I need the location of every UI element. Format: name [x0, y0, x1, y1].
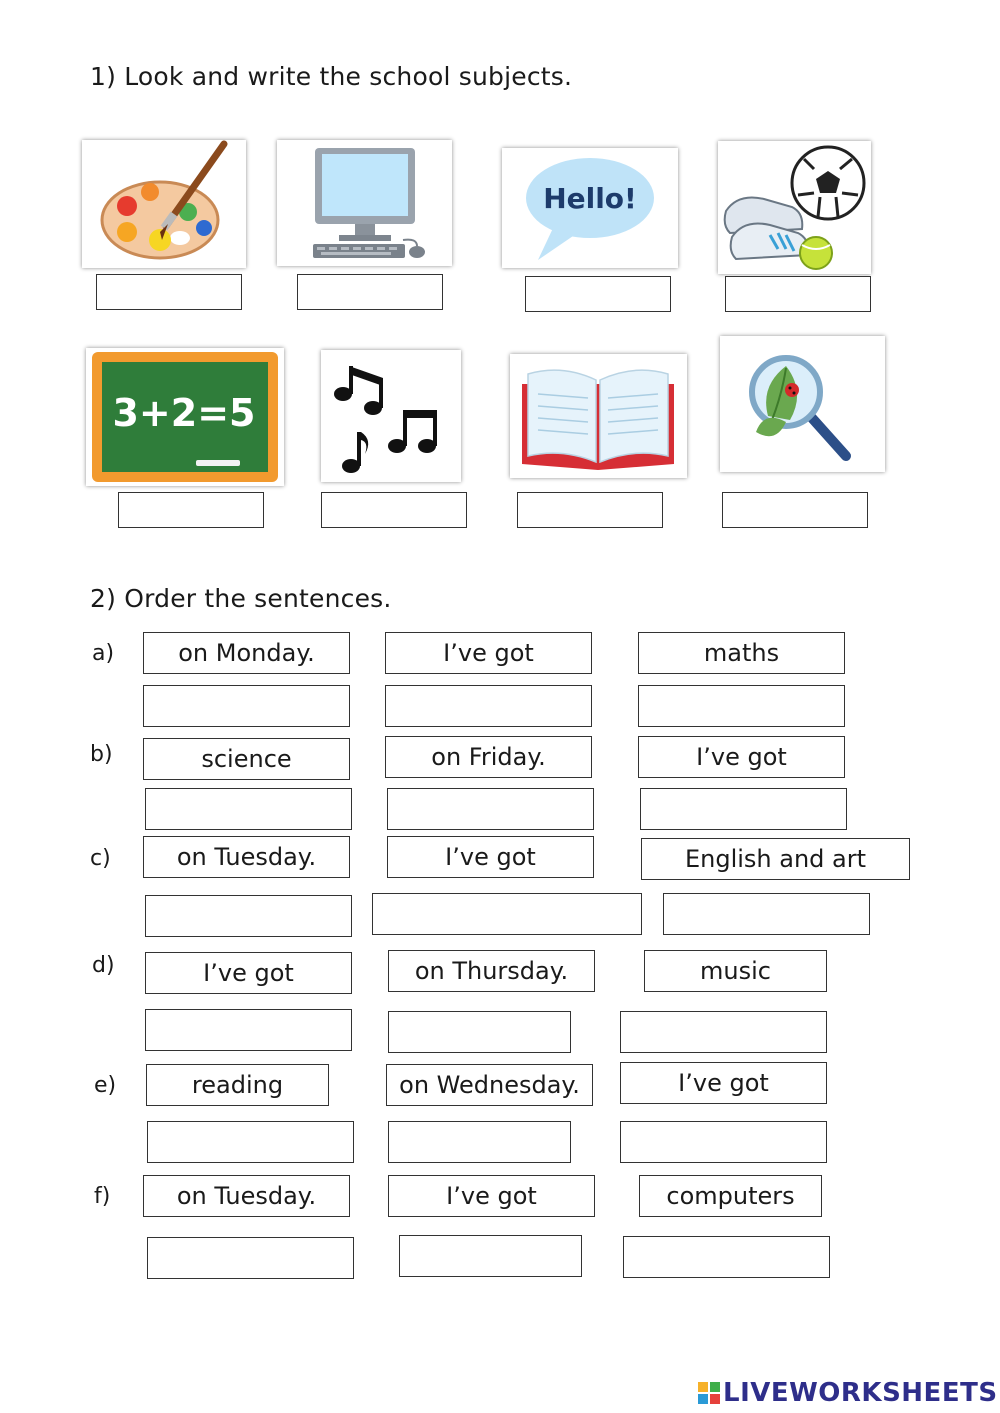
brand-name: LIVEWORKSHEETS [723, 1378, 998, 1408]
sentence-d-letter: d) [92, 953, 115, 978]
picture-english [502, 148, 678, 268]
answer-box-1[interactable] [96, 274, 242, 310]
word-card[interactable]: I’ve got [145, 952, 352, 994]
drop-slot[interactable] [145, 895, 352, 937]
picture-music [321, 350, 461, 482]
sentence-b-letter: b) [90, 742, 113, 767]
word-card[interactable]: computers [639, 1175, 822, 1217]
picture-science [720, 336, 885, 472]
drop-slot[interactable] [663, 893, 870, 935]
sentence-e-letter: e) [94, 1073, 117, 1098]
answer-box-7[interactable] [517, 492, 663, 528]
drop-slot[interactable] [388, 1121, 571, 1163]
word-card[interactable]: I’ve got [620, 1062, 827, 1104]
answer-box-6[interactable] [321, 492, 467, 528]
drop-slot[interactable] [145, 788, 352, 830]
picture-reading [510, 354, 687, 478]
answer-box-3[interactable] [525, 276, 671, 312]
sentence-f-letter: f) [94, 1184, 111, 1209]
answer-box-2[interactable] [297, 274, 443, 310]
section2-title: 2) Order the sentences. [90, 584, 392, 613]
drop-slot[interactable] [640, 788, 847, 830]
drop-slot[interactable] [620, 1011, 827, 1053]
computer-icon [277, 140, 452, 266]
sentence-c-letter: c) [90, 846, 111, 871]
picture-computers [277, 140, 452, 266]
drop-slot[interactable] [145, 1009, 352, 1051]
drop-slot[interactable] [147, 1237, 354, 1279]
word-card[interactable]: on Friday. [385, 736, 592, 778]
art-palette-icon [82, 140, 246, 268]
maths-board-text: 3+2=5 [112, 391, 256, 435]
drop-slot[interactable] [387, 788, 594, 830]
picture-pe [718, 141, 871, 274]
liveworksheets-logo-icon [697, 1381, 721, 1405]
liveworksheets-logo [697, 1378, 998, 1408]
drop-slot[interactable] [143, 685, 350, 727]
word-card[interactable]: on Tuesday. [143, 1175, 350, 1217]
word-card[interactable]: music [644, 950, 827, 992]
picture-maths [86, 348, 284, 486]
word-card[interactable]: I’ve got [388, 1175, 595, 1217]
answer-box-5[interactable] [118, 492, 264, 528]
music-notes-icon [321, 350, 461, 482]
hello-speech-bubble-icon [502, 148, 678, 268]
word-card[interactable]: English and art [641, 838, 910, 880]
word-card[interactable]: science [143, 738, 350, 780]
answer-box-8[interactable] [722, 492, 868, 528]
word-card[interactable]: I’ve got [638, 736, 845, 778]
drop-slot[interactable] [147, 1121, 354, 1163]
hello-text: Hello! [543, 182, 637, 215]
picture-art [82, 140, 246, 268]
word-card[interactable]: on Wednesday. [386, 1064, 593, 1106]
drop-slot[interactable] [372, 893, 642, 935]
word-card[interactable]: on Thursday. [388, 950, 595, 992]
sports-shoes-ball-icon [718, 141, 871, 274]
sentence-a-letter: a) [92, 641, 115, 666]
open-book-icon [510, 354, 687, 478]
drop-slot[interactable] [399, 1235, 582, 1277]
drop-slot[interactable] [638, 685, 845, 727]
drop-slot[interactable] [623, 1236, 830, 1278]
word-card[interactable]: I’ve got [387, 836, 594, 878]
drop-slot[interactable] [620, 1121, 827, 1163]
section1-title: 1) Look and write the school subjects. [90, 62, 573, 91]
word-card[interactable]: on Monday. [143, 632, 350, 674]
magnifying-glass-leaf-icon [720, 336, 885, 472]
word-card[interactable]: maths [638, 632, 845, 674]
chalkboard-maths-icon [86, 348, 284, 486]
drop-slot[interactable] [388, 1011, 571, 1053]
word-card[interactable]: reading [146, 1064, 329, 1106]
word-card[interactable]: I’ve got [385, 632, 592, 674]
word-card[interactable]: on Tuesday. [143, 836, 350, 878]
answer-box-4[interactable] [725, 276, 871, 312]
drop-slot[interactable] [385, 685, 592, 727]
